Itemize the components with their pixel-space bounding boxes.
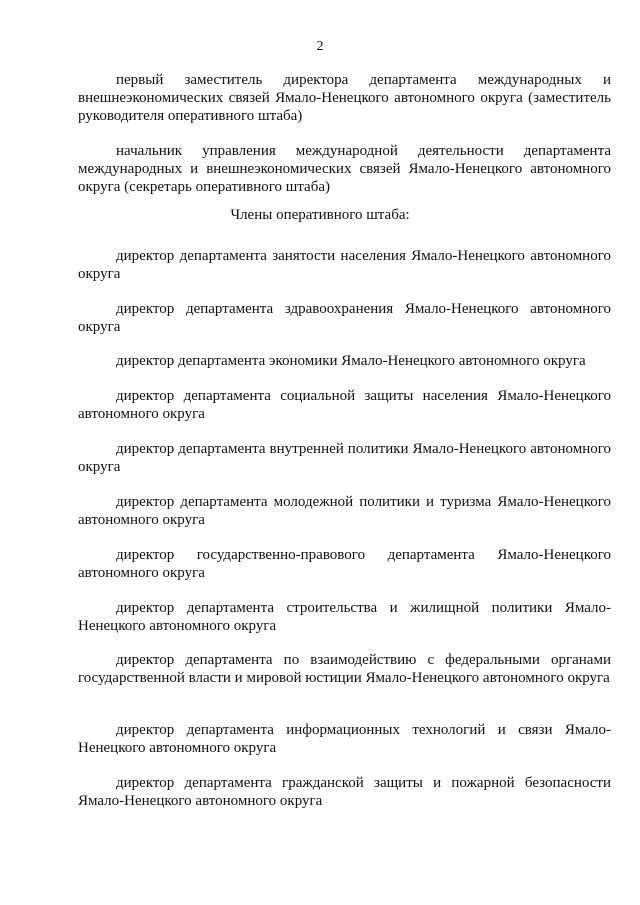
entry-youth-tourism-director: директор департамента молодежной политики и туризма Ямало-Ненецкого автономного округа [78, 494, 611, 528]
entry-social-protection-director: директор департамента социальной защиты населения Ямало-Ненецкого автономного округа [78, 388, 611, 422]
entry-economy-director: директор департамента экономики Ямало-Ненецкого автономного округа [116, 353, 586, 369]
section-heading: Члены оперативного штаба: [230, 207, 410, 223]
entry-first-deputy-director: первый заместитель директора департамента международных и внешнеэкономических связей Ямало-Ненецкого автономного округа (заместитель руководителя оперативного штаба) [78, 72, 611, 124]
entry-civil-defense-director: директор департамента гражданской защиты и пожарной безопасности Ямало-Ненецкого автономного округа [78, 775, 611, 809]
entry-construction-director: директор департамента строительства и жилищной политики Ямало-Ненецкого автономного округа [78, 600, 611, 634]
entry-health-director: директор департамента здравоохранения Ямало-Ненецкого автономного округа [78, 301, 611, 335]
page-number: 2 [316, 39, 324, 54]
entry-state-legal-director: директор государственно-правового департамента Ямало-Ненецкого автономного округа [78, 547, 611, 581]
entry-internal-policy-director: директор департамента внутренней политики Ямало-Ненецкого автономного округа [78, 441, 611, 475]
entry-it-communications-director: директор департамента информационных технологий и связи Ямало-Ненецкого автономного округа [78, 722, 611, 756]
entry-head-of-international-office: начальник управления международной деятельности департамента международных и внешнеэкономических связей Ямало-Ненецкого автономного округа (секретарь оперативного штаба) [78, 143, 611, 195]
entry-federal-interaction-director: директор департамента по взаимодействию с федеральными органами государственной власти и мировой юстиции Ямало-Ненецкого автономного округа [78, 652, 611, 686]
entry-employment-director: директор департамента занятости населения Ямало-Ненецкого автономного округа [78, 248, 611, 282]
